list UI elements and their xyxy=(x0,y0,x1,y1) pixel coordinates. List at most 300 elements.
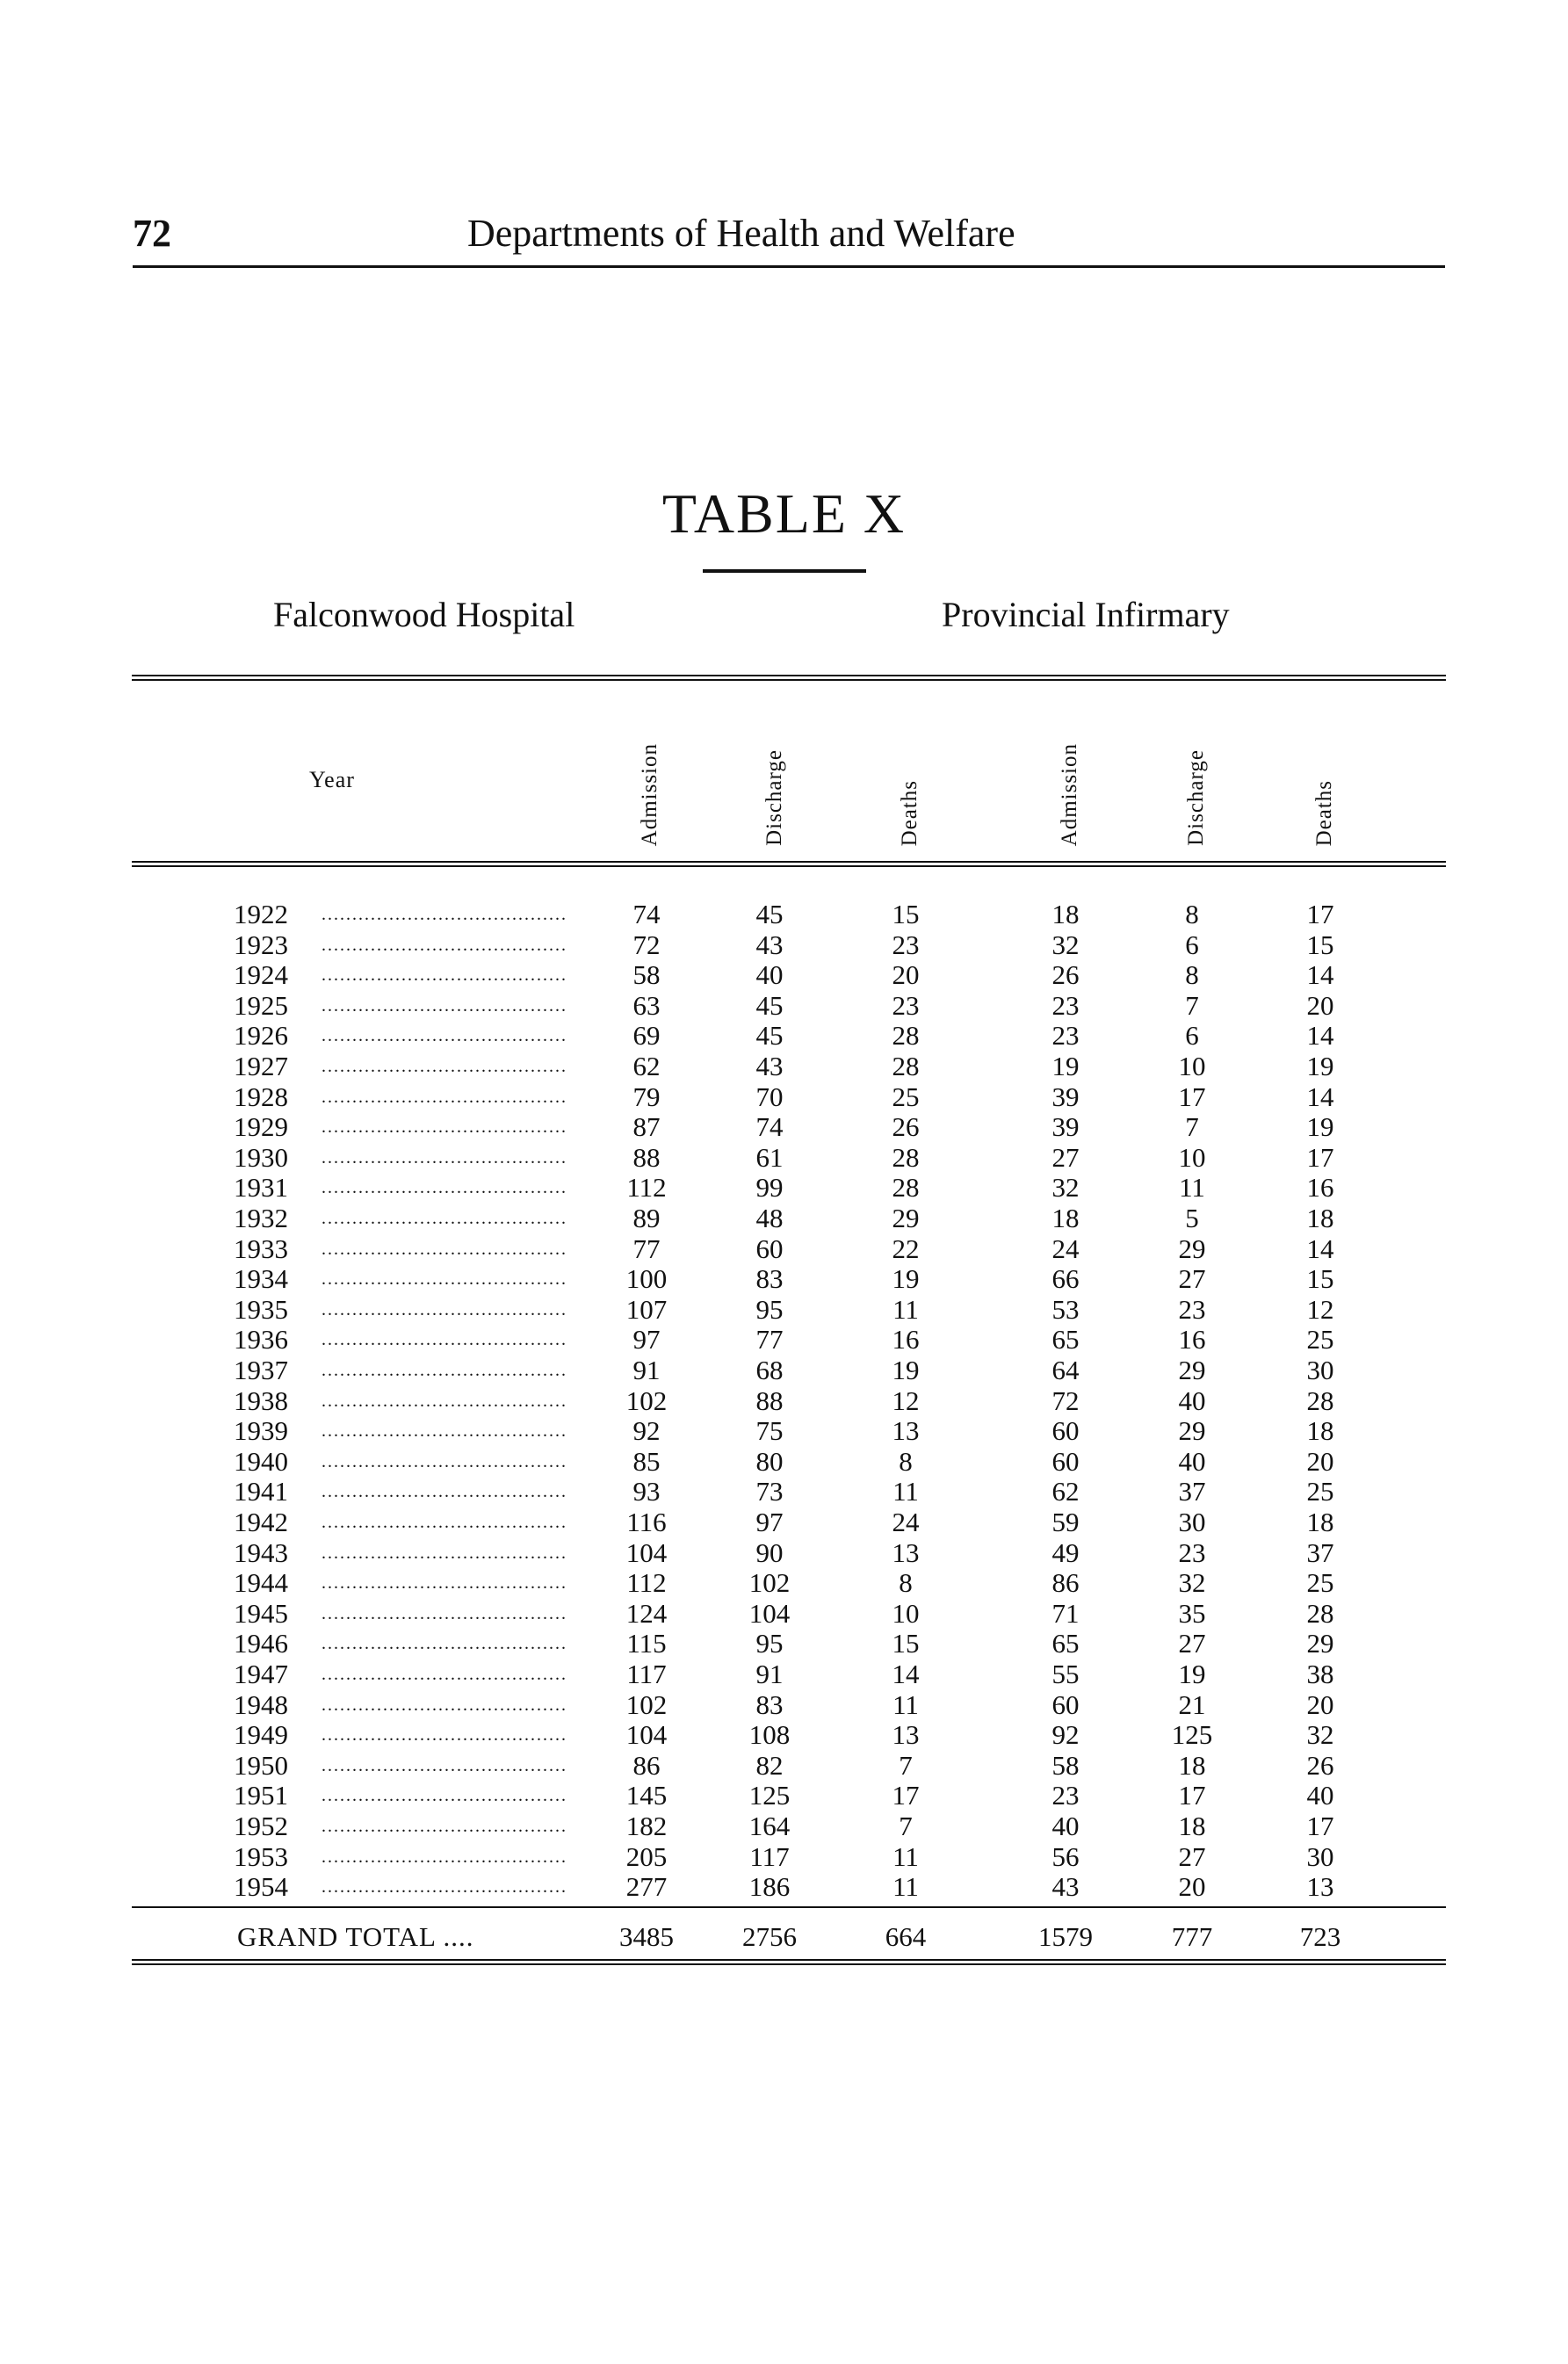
value-cell: 7 xyxy=(899,1811,913,1841)
value-cell: 15 xyxy=(1306,929,1334,960)
table-title: TABLE X xyxy=(661,482,907,545)
value-cell: 18 xyxy=(1051,899,1080,929)
dot-leader: ........................................ xyxy=(322,1209,567,1228)
year-cell: 1931 xyxy=(234,1172,288,1203)
value-cell: 15 xyxy=(892,899,920,929)
value-cell: 85 xyxy=(632,1446,661,1477)
value-cell: 27 xyxy=(1178,1841,1206,1872)
value-cell: 20 xyxy=(1178,1871,1206,1902)
value-cell: 102 xyxy=(748,1567,791,1598)
page-number: 72 xyxy=(133,212,171,255)
year-cell: 1941 xyxy=(234,1476,288,1507)
value-cell: 104 xyxy=(625,1537,668,1568)
value-cell: 15 xyxy=(892,1628,920,1659)
column-header-admission: Admission xyxy=(1058,742,1081,846)
value-cell: 20 xyxy=(892,959,920,990)
value-cell: 14 xyxy=(1306,1233,1334,1264)
total-value: 2756 xyxy=(742,1921,797,1952)
value-cell: 79 xyxy=(632,1081,661,1112)
year-cell: 1953 xyxy=(234,1841,288,1872)
header-bottom-rule xyxy=(132,861,1446,867)
year-cell: 1932 xyxy=(234,1203,288,1233)
value-cell: 145 xyxy=(625,1780,668,1811)
value-cell: 27 xyxy=(1178,1263,1206,1294)
value-cell: 11 xyxy=(892,1871,919,1902)
table-row xyxy=(0,1629,1568,1659)
value-cell: 92 xyxy=(1051,1719,1080,1750)
running-title: Departments of Health and Welfare xyxy=(467,212,1015,255)
value-cell: 26 xyxy=(1306,1750,1334,1781)
table-row xyxy=(0,1295,1568,1325)
value-cell: 35 xyxy=(1178,1598,1206,1629)
value-cell: 11 xyxy=(1179,1172,1205,1203)
value-cell: 26 xyxy=(892,1111,920,1142)
value-cell: 39 xyxy=(1051,1081,1080,1112)
year-cell: 1930 xyxy=(234,1142,288,1173)
year-cell: 1944 xyxy=(234,1567,288,1598)
value-cell: 28 xyxy=(1306,1598,1334,1629)
value-cell: 80 xyxy=(755,1446,784,1477)
column-header-discharge: Discharge xyxy=(762,749,786,846)
table-row xyxy=(0,900,1568,929)
value-cell: 69 xyxy=(632,1020,661,1051)
table-row xyxy=(0,1720,1568,1750)
year-cell: 1928 xyxy=(234,1081,288,1112)
value-cell: 29 xyxy=(1306,1628,1334,1659)
value-cell: 13 xyxy=(892,1415,920,1446)
dot-leader: ........................................ xyxy=(322,905,567,924)
value-cell: 23 xyxy=(1178,1537,1206,1568)
dot-leader: ........................................ xyxy=(322,1604,567,1623)
dot-leader: ........................................ xyxy=(322,1756,567,1775)
dot-leader: ........................................ xyxy=(322,1695,567,1715)
value-cell: 14 xyxy=(1306,1081,1334,1112)
year-cell: 1925 xyxy=(234,990,288,1021)
value-cell: 112 xyxy=(626,1172,667,1203)
value-cell: 17 xyxy=(1178,1780,1206,1811)
table-row xyxy=(0,1234,1568,1264)
value-cell: 29 xyxy=(892,1203,920,1233)
value-cell: 89 xyxy=(632,1203,661,1233)
dot-leader: ........................................ xyxy=(322,1452,567,1471)
year-cell: 1933 xyxy=(234,1233,288,1264)
value-cell: 22 xyxy=(892,1233,920,1264)
value-cell: 28 xyxy=(1306,1385,1334,1416)
table-bottom-rule xyxy=(132,1959,1446,1965)
table-row xyxy=(0,1872,1568,1902)
value-cell: 72 xyxy=(632,929,661,960)
value-cell: 53 xyxy=(1051,1294,1080,1325)
value-cell: 13 xyxy=(892,1719,920,1750)
value-cell: 25 xyxy=(1306,1324,1334,1355)
value-cell: 25 xyxy=(1306,1476,1334,1507)
dot-leader: ........................................ xyxy=(322,936,567,955)
value-cell: 29 xyxy=(1178,1355,1206,1385)
value-cell: 102 xyxy=(625,1385,668,1416)
value-cell: 86 xyxy=(1051,1567,1080,1598)
table-row xyxy=(0,1842,1568,1872)
dot-leader: ........................................ xyxy=(322,1665,567,1684)
value-cell: 19 xyxy=(1306,1111,1334,1142)
value-cell: 74 xyxy=(632,899,661,929)
year-cell: 1951 xyxy=(234,1780,288,1811)
table-row xyxy=(0,1690,1568,1720)
table-row xyxy=(0,1264,1568,1294)
table-row xyxy=(0,1751,1568,1781)
value-cell: 23 xyxy=(1178,1294,1206,1325)
table-row xyxy=(0,1568,1568,1598)
value-cell: 14 xyxy=(1306,959,1334,990)
year-cell: 1943 xyxy=(234,1537,288,1568)
value-cell: 59 xyxy=(1051,1507,1080,1537)
value-cell: 87 xyxy=(632,1111,661,1142)
value-cell: 23 xyxy=(1051,1780,1080,1811)
value-cell: 88 xyxy=(632,1142,661,1173)
year-cell: 1947 xyxy=(234,1659,288,1689)
value-cell: 32 xyxy=(1051,1172,1080,1203)
value-cell: 18 xyxy=(1306,1415,1334,1446)
value-cell: 17 xyxy=(1306,899,1334,929)
value-cell: 24 xyxy=(1051,1233,1080,1264)
total-separator-rule xyxy=(132,1906,1446,1908)
value-cell: 20 xyxy=(1306,990,1334,1021)
value-cell: 40 xyxy=(755,959,784,990)
dot-leader: ........................................ xyxy=(322,1148,567,1168)
value-cell: 125 xyxy=(748,1780,791,1811)
value-cell: 100 xyxy=(625,1263,668,1294)
value-cell: 32 xyxy=(1051,929,1080,960)
value-cell: 28 xyxy=(892,1172,920,1203)
dot-leader: ........................................ xyxy=(322,1573,567,1593)
value-cell: 40 xyxy=(1051,1811,1080,1841)
value-cell: 73 xyxy=(755,1476,784,1507)
value-cell: 23 xyxy=(1051,990,1080,1021)
value-cell: 83 xyxy=(755,1689,784,1720)
title-rule xyxy=(703,569,866,573)
value-cell: 43 xyxy=(1051,1871,1080,1902)
value-cell: 24 xyxy=(892,1507,920,1537)
value-cell: 8 xyxy=(899,1446,913,1477)
column-header-discharge: Discharge xyxy=(1184,749,1208,846)
value-cell: 25 xyxy=(892,1081,920,1112)
value-cell: 77 xyxy=(632,1233,661,1264)
value-cell: 55 xyxy=(1051,1659,1080,1689)
value-cell: 112 xyxy=(626,1567,667,1598)
table-row xyxy=(0,1477,1568,1507)
value-cell: 60 xyxy=(1051,1415,1080,1446)
value-cell: 18 xyxy=(1306,1507,1334,1537)
dot-leader: ........................................ xyxy=(322,1026,567,1045)
value-cell: 10 xyxy=(1178,1142,1206,1173)
dot-leader: ........................................ xyxy=(322,1543,567,1563)
value-cell: 60 xyxy=(755,1233,784,1264)
value-cell: 8 xyxy=(1185,959,1199,990)
table-row xyxy=(0,1021,1568,1051)
value-cell: 117 xyxy=(749,1841,790,1872)
value-cell: 15 xyxy=(1306,1263,1334,1294)
value-cell: 64 xyxy=(1051,1355,1080,1385)
value-cell: 18 xyxy=(1051,1203,1080,1233)
year-cell: 1938 xyxy=(234,1385,288,1416)
value-cell: 27 xyxy=(1178,1628,1206,1659)
value-cell: 95 xyxy=(755,1294,784,1325)
year-cell: 1934 xyxy=(234,1263,288,1294)
value-cell: 6 xyxy=(1185,929,1199,960)
grand-total-label: GRAND TOTAL .... xyxy=(237,1921,474,1952)
year-cell: 1939 xyxy=(234,1415,288,1446)
value-cell: 61 xyxy=(755,1142,784,1173)
year-cell: 1937 xyxy=(234,1355,288,1385)
year-cell: 1948 xyxy=(234,1689,288,1720)
table-row xyxy=(0,1386,1568,1416)
dot-leader: ........................................ xyxy=(322,965,567,985)
year-cell: 1924 xyxy=(234,959,288,990)
value-cell: 29 xyxy=(1178,1415,1206,1446)
value-cell: 7 xyxy=(1185,1111,1199,1142)
column-header-deaths: Deaths xyxy=(1312,779,1336,846)
value-cell: 30 xyxy=(1306,1355,1334,1385)
value-cell: 21 xyxy=(1178,1689,1206,1720)
value-cell: 65 xyxy=(1051,1324,1080,1355)
value-cell: 17 xyxy=(1306,1142,1334,1173)
value-cell: 58 xyxy=(632,959,661,990)
value-cell: 23 xyxy=(1051,1020,1080,1051)
table-row xyxy=(0,1204,1568,1233)
value-cell: 40 xyxy=(1178,1446,1206,1477)
year-cell: 1936 xyxy=(234,1324,288,1355)
value-cell: 37 xyxy=(1178,1476,1206,1507)
table-row xyxy=(0,1356,1568,1385)
table-row xyxy=(0,1447,1568,1477)
dot-leader: ........................................ xyxy=(322,1725,567,1745)
value-cell: 104 xyxy=(625,1719,668,1750)
year-cell: 1945 xyxy=(234,1598,288,1629)
value-cell: 43 xyxy=(755,1051,784,1081)
value-cell: 20 xyxy=(1306,1689,1334,1720)
value-cell: 30 xyxy=(1178,1507,1206,1537)
year-cell: 1952 xyxy=(234,1811,288,1841)
value-cell: 70 xyxy=(755,1081,784,1112)
total-value: 777 xyxy=(1171,1921,1213,1952)
value-cell: 116 xyxy=(626,1507,667,1537)
year-cell: 1926 xyxy=(234,1020,288,1051)
value-cell: 93 xyxy=(632,1476,661,1507)
value-cell: 12 xyxy=(892,1385,920,1416)
value-cell: 23 xyxy=(892,929,920,960)
year-cell: 1923 xyxy=(234,929,288,960)
value-cell: 8 xyxy=(899,1567,913,1598)
value-cell: 19 xyxy=(1178,1659,1206,1689)
dot-leader: ........................................ xyxy=(322,1847,567,1867)
value-cell: 71 xyxy=(1051,1598,1080,1629)
table-row xyxy=(0,1173,1568,1203)
value-cell: 45 xyxy=(755,990,784,1021)
value-cell: 20 xyxy=(1306,1446,1334,1477)
dot-leader: ........................................ xyxy=(322,1392,567,1411)
value-cell: 125 xyxy=(1171,1719,1213,1750)
value-cell: 45 xyxy=(755,899,784,929)
value-cell: 97 xyxy=(755,1507,784,1537)
value-cell: 60 xyxy=(1051,1446,1080,1477)
value-cell: 17 xyxy=(1306,1811,1334,1841)
dot-leader: ........................................ xyxy=(322,1269,567,1289)
dot-leader: ........................................ xyxy=(322,1513,567,1532)
table-row xyxy=(0,1052,1568,1081)
dot-leader: ........................................ xyxy=(322,1361,567,1380)
year-cell: 1954 xyxy=(234,1871,288,1902)
value-cell: 88 xyxy=(755,1385,784,1416)
value-cell: 13 xyxy=(892,1537,920,1568)
value-cell: 82 xyxy=(755,1750,784,1781)
table-top-rule xyxy=(132,675,1446,681)
value-cell: 97 xyxy=(632,1324,661,1355)
value-cell: 91 xyxy=(632,1355,661,1385)
value-cell: 66 xyxy=(1051,1263,1080,1294)
value-cell: 32 xyxy=(1178,1567,1206,1598)
year-cell: 1940 xyxy=(234,1446,288,1477)
year-cell: 1929 xyxy=(234,1111,288,1142)
value-cell: 277 xyxy=(625,1871,668,1902)
value-cell: 11 xyxy=(892,1841,919,1872)
value-cell: 13 xyxy=(1306,1871,1334,1902)
value-cell: 86 xyxy=(632,1750,661,1781)
value-cell: 72 xyxy=(1051,1385,1080,1416)
value-cell: 10 xyxy=(1178,1051,1206,1081)
year-cell: 1935 xyxy=(234,1294,288,1325)
table-row xyxy=(0,1507,1568,1537)
year-column-header: Year xyxy=(309,767,355,792)
year-cell: 1927 xyxy=(234,1051,288,1081)
value-cell: 32 xyxy=(1306,1719,1334,1750)
value-cell: 17 xyxy=(1178,1081,1206,1112)
value-cell: 68 xyxy=(755,1355,784,1385)
value-cell: 92 xyxy=(632,1415,661,1446)
table-row xyxy=(0,930,1568,960)
value-cell: 30 xyxy=(1306,1841,1334,1872)
value-cell: 62 xyxy=(632,1051,661,1081)
dot-leader: ........................................ xyxy=(322,1330,567,1349)
dot-leader: ........................................ xyxy=(322,1786,567,1805)
value-cell: 104 xyxy=(748,1598,791,1629)
value-cell: 10 xyxy=(892,1598,920,1629)
dot-leader: ........................................ xyxy=(322,1877,567,1897)
value-cell: 75 xyxy=(755,1415,784,1446)
value-cell: 23 xyxy=(892,990,920,1021)
value-cell: 16 xyxy=(892,1324,920,1355)
value-cell: 102 xyxy=(625,1689,668,1720)
dot-leader: ........................................ xyxy=(322,1057,567,1076)
value-cell: 16 xyxy=(1306,1172,1334,1203)
value-cell: 19 xyxy=(892,1263,920,1294)
dot-leader: ........................................ xyxy=(322,1634,567,1653)
value-cell: 7 xyxy=(1185,990,1199,1021)
value-cell: 182 xyxy=(625,1811,668,1841)
table-row xyxy=(0,1325,1568,1355)
table-row xyxy=(0,1416,1568,1446)
value-cell: 63 xyxy=(632,990,661,1021)
value-cell: 164 xyxy=(748,1811,791,1841)
table-row xyxy=(0,1659,1568,1689)
value-cell: 95 xyxy=(755,1628,784,1659)
dot-leader: ........................................ xyxy=(322,1240,567,1259)
total-value: 664 xyxy=(885,1921,927,1952)
value-cell: 12 xyxy=(1306,1294,1334,1325)
value-cell: 17 xyxy=(892,1780,920,1811)
table-row xyxy=(0,1112,1568,1142)
value-cell: 74 xyxy=(755,1111,784,1142)
value-cell: 60 xyxy=(1051,1689,1080,1720)
value-cell: 107 xyxy=(625,1294,668,1325)
value-cell: 56 xyxy=(1051,1841,1080,1872)
dot-leader: ........................................ xyxy=(322,1088,567,1107)
value-cell: 18 xyxy=(1306,1203,1334,1233)
value-cell: 40 xyxy=(1178,1385,1206,1416)
value-cell: 19 xyxy=(892,1355,920,1385)
total-value: 3485 xyxy=(619,1921,674,1952)
value-cell: 7 xyxy=(899,1750,913,1781)
value-cell: 49 xyxy=(1051,1537,1080,1568)
value-cell: 39 xyxy=(1051,1111,1080,1142)
year-cell: 1950 xyxy=(234,1750,288,1781)
value-cell: 62 xyxy=(1051,1476,1080,1507)
value-cell: 108 xyxy=(748,1719,791,1750)
total-value: 1579 xyxy=(1038,1921,1093,1952)
table-row xyxy=(0,1599,1568,1629)
year-cell: 1946 xyxy=(234,1628,288,1659)
value-cell: 28 xyxy=(892,1051,920,1081)
value-cell: 11 xyxy=(892,1476,919,1507)
value-cell: 91 xyxy=(755,1659,784,1689)
value-cell: 5 xyxy=(1185,1203,1199,1233)
year-cell: 1949 xyxy=(234,1719,288,1750)
value-cell: 48 xyxy=(755,1203,784,1233)
table-row xyxy=(0,1082,1568,1112)
dot-leader: ........................................ xyxy=(322,1300,567,1319)
dot-leader: ........................................ xyxy=(322,1178,567,1197)
dot-leader: ........................................ xyxy=(322,1482,567,1501)
value-cell: 99 xyxy=(755,1172,784,1203)
year-cell: 1922 xyxy=(234,899,288,929)
value-cell: 18 xyxy=(1178,1811,1206,1841)
header-rule xyxy=(133,265,1445,268)
value-cell: 124 xyxy=(625,1598,668,1629)
value-cell: 205 xyxy=(625,1841,668,1872)
value-cell: 38 xyxy=(1306,1659,1334,1689)
value-cell: 186 xyxy=(748,1871,791,1902)
dot-leader: ........................................ xyxy=(322,1421,567,1441)
value-cell: 11 xyxy=(892,1689,919,1720)
value-cell: 77 xyxy=(755,1324,784,1355)
value-cell: 16 xyxy=(1178,1324,1206,1355)
table-row xyxy=(0,1538,1568,1568)
group-heading-falconwood: Falconwood Hospital xyxy=(273,595,575,634)
dot-leader: ........................................ xyxy=(322,1117,567,1137)
value-cell: 14 xyxy=(1306,1020,1334,1051)
total-value: 723 xyxy=(1299,1921,1341,1952)
value-cell: 65 xyxy=(1051,1628,1080,1659)
column-header-admission: Admission xyxy=(638,742,661,846)
value-cell: 27 xyxy=(1051,1142,1080,1173)
value-cell: 83 xyxy=(755,1263,784,1294)
value-cell: 11 xyxy=(892,1294,919,1325)
value-cell: 14 xyxy=(892,1659,920,1689)
dot-leader: ........................................ xyxy=(322,1817,567,1836)
value-cell: 25 xyxy=(1306,1567,1334,1598)
year-cell: 1942 xyxy=(234,1507,288,1537)
value-cell: 43 xyxy=(755,929,784,960)
value-cell: 8 xyxy=(1185,899,1199,929)
value-cell: 6 xyxy=(1185,1020,1199,1051)
